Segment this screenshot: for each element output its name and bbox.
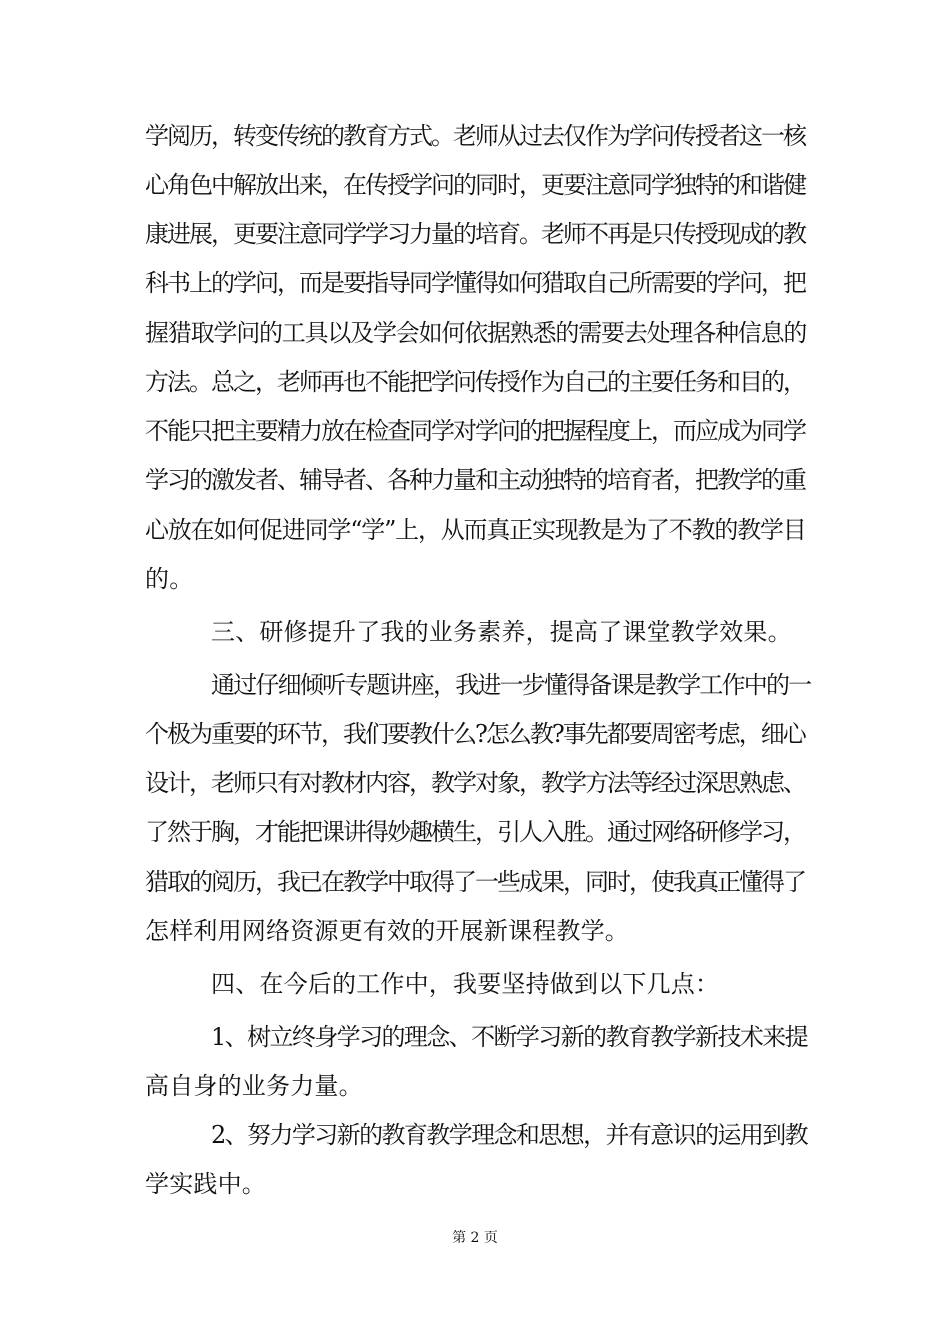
paragraph-line: 了然于胸，才能把课讲得妙趣横生，引人入胜。通过网络研修学习，	[145, 818, 805, 846]
section-heading: 三、研修提升了我的业务素养，提高了课堂教学效果。	[211, 618, 792, 646]
paragraph-line: 心角色中解放出来，在传授学问的同时，更要注意同学独特的和谐健	[145, 171, 805, 199]
paragraph-line: 方法。总之，老师再也不能把学问传授作为自己的主要任务和目的，	[145, 368, 805, 396]
paragraph-line: 不能只把主要精力放在检查同学对学问的把握程度上，而应成为同学	[145, 417, 805, 445]
paragraph-line: 握猎取学问的工具以及学会如何依据熟悉的需要去处理各种信息的	[145, 319, 807, 347]
paragraph-line: 科书上的学问，而是要指导同学懂得如何猎取自己所需要的学问，把	[145, 269, 805, 297]
list-item-continuation: 高自身的业务力量。	[145, 1072, 363, 1100]
paragraph-line: 康进展，更要注意同学学习力量的培育。老师不再是只传授现成的教	[145, 220, 805, 248]
paragraph-line: 设计，老师只有对教材内容，教学对象，教学方法等经过深思熟虑、	[145, 769, 805, 797]
paragraph-line: 通过仔细倾听专题讲座，我进一步懂得备课是教学工作中的一	[211, 671, 811, 699]
paragraph-line: 学阅历，转变传统的教育方式。老师从过去仅作为学问传授者这一核	[145, 122, 805, 150]
paragraph-line: 心放在如何促进同学“学”上，从而真正实现教是为了不教的教学目	[145, 516, 806, 544]
page-number: 第 2 页	[452, 1230, 498, 1246]
list-item-continuation: 学实践中。	[145, 1170, 266, 1198]
paragraph-line: 个极为重要的环节，我们要教什么?怎么教?事先都要周密考虑，细心	[145, 720, 805, 748]
section-heading: 四、在今后的工作中，我要坚持做到以下几点：	[211, 970, 720, 998]
list-item: 2、努力学习新的教育教学理念和思想，并有意识的运用到教	[211, 1121, 808, 1149]
paragraph-line: 怎样利用网络资源更有效的开展新课程教学。	[145, 917, 629, 945]
paragraph-line: 的。	[145, 565, 194, 593]
paragraph-line: 猎取的阅历，我已在教学中取得了一些成果，同时，使我真正懂得了	[145, 868, 805, 896]
paragraph-line: 学习的激发者、辅导者、各种力量和主动独特的培育者，把教学的重	[145, 466, 805, 494]
list-item: 1、树立终身学习的理念、不断学习新的教育教学新技术来提	[211, 1023, 808, 1051]
